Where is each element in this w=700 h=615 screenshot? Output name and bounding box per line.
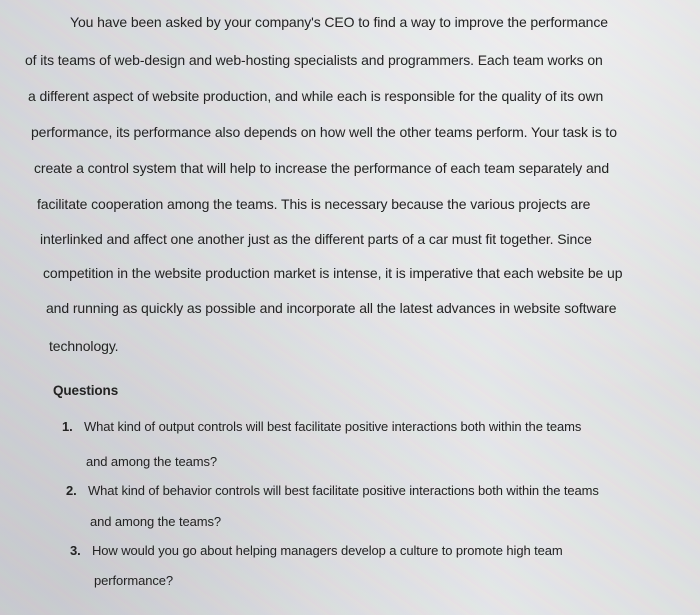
question-continuation: performance? (94, 573, 174, 588)
question-number: 1. (62, 419, 73, 434)
paragraph-line: performance, its performance also depends on how well the other teams perform. Your task is to (31, 124, 617, 140)
paragraph-line: competition in the website production market is intense, it is imperative that each website be up (43, 265, 623, 281)
paragraph-line: You have been asked by your company's CEO to find a way to improve the performance (70, 14, 608, 30)
question-item (62, 418, 581, 436)
question-item (66, 482, 599, 500)
paragraph-line: technology. (49, 338, 119, 354)
question-text: What kind of output controls will best facilitate positive interactions both within the teams (84, 419, 582, 434)
paragraph-line: facilitate cooperation among the teams. This is necessary because the various projects are (37, 196, 591, 212)
paragraph-line: create a control system that will help to increase the performance of each team separately and (34, 160, 610, 176)
question-text: What kind of behavior controls will best facilitate positive interactions both within the teams (88, 483, 599, 498)
question-text: How would you go about helping managers develop a culture to promote high team (92, 543, 563, 558)
question-continuation: and among the teams? (90, 514, 221, 529)
paragraph-line: interlinked and affect one another just as the different parts of a car must fit together. Since (40, 231, 592, 247)
question-number: 3. (70, 543, 81, 558)
question-number: 2. (66, 483, 77, 498)
question-continuation: and among the teams? (86, 454, 217, 469)
paragraph-line: of its teams of web-design and web-hosting specialists and programmers. Each team works on (25, 52, 603, 68)
question-item (70, 542, 563, 560)
questions-heading: Questions (53, 383, 119, 398)
paragraph-line: a different aspect of website production, and while each is responsible for the quality of its own (28, 88, 604, 104)
paragraph-line: and running as quickly as possible and incorporate all the latest advances in website software (46, 300, 617, 316)
